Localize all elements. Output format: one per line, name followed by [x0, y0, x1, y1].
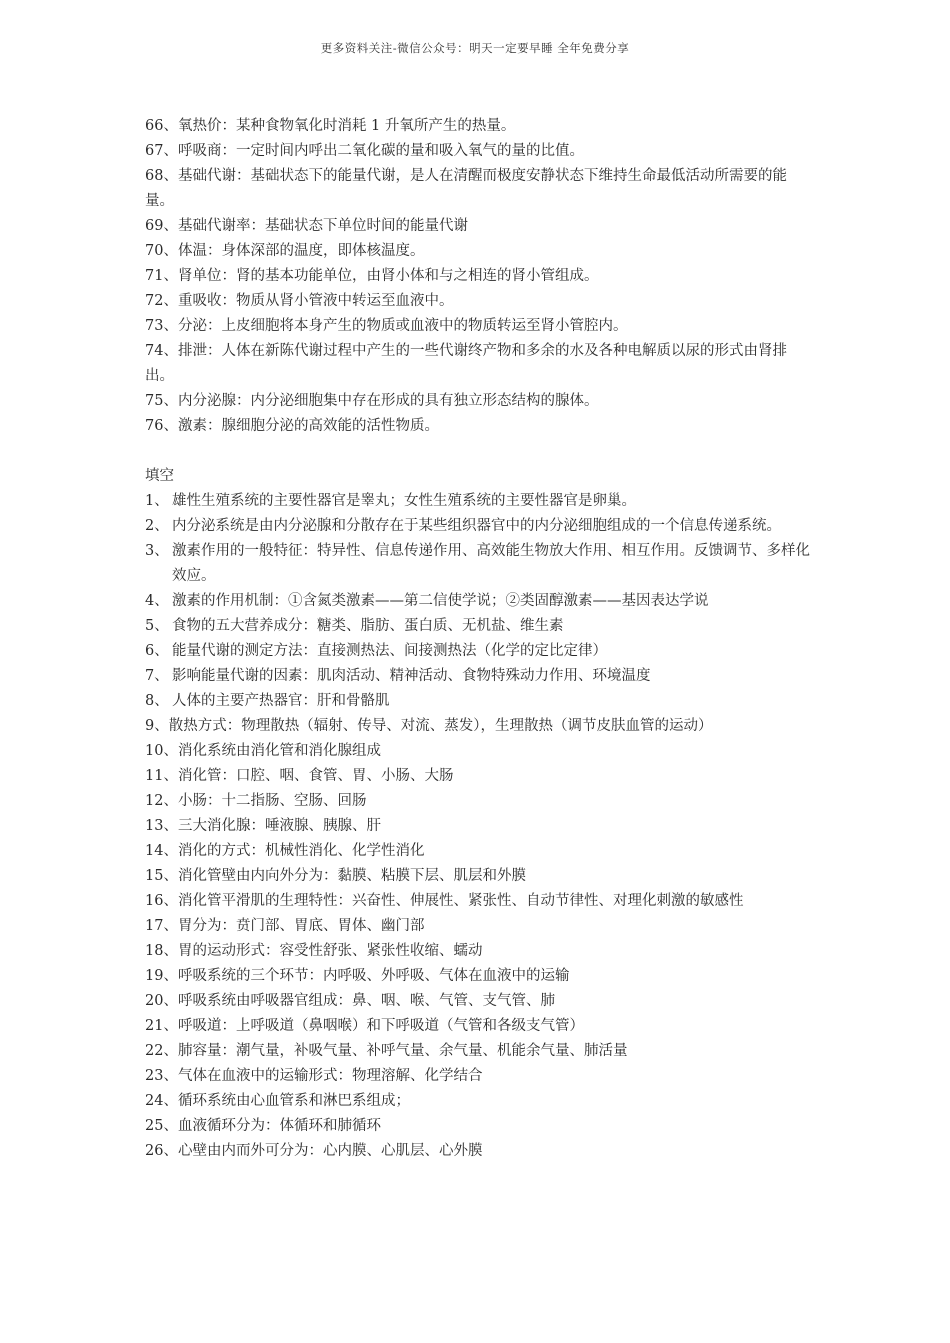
- page-header: 更多资料关注-微信公众号：明天一定要早睡 全年免费分享: [320, 41, 630, 55]
- list-item: 26、心壁由内而外可分为：心内膜、心肌层、心外膜: [145, 1143, 483, 1159]
- list-item: [145, 614, 810, 639]
- list-item: 22、肺容量：潮气量，补吸气量、补呼气量、余气量、机能余气量、肺活量: [145, 1043, 628, 1059]
- item-number: 3、: [145, 543, 169, 559]
- section-heading-fill: 填空: [145, 468, 174, 484]
- item-number: 7、: [145, 668, 169, 684]
- list-item: 18、胃的运动形式：容受性舒张、紧张性收缩、蠕动: [145, 943, 483, 959]
- list-item: 73、分泌：上皮细胞将本身产生的物质或血液中的物质转运至肾小管腔内。: [145, 318, 628, 334]
- item-text: 能量代谢的测定方法：直接测热法、间接测热法（化学的定比定律）: [172, 643, 607, 659]
- list-item: [145, 664, 810, 689]
- list-item: 9、散热方式：物理散热（辐射、传导、对流、蒸发），生理散热（调节皮肤血管的运动）: [145, 718, 713, 734]
- document-body: [145, 114, 810, 1164]
- list-item: 67、呼吸商：一定时间内呼出二氧化碳的量和吸入氧气的量的比值。: [145, 143, 584, 159]
- list-item: 12、小肠：十二指肠、空肠、回肠: [145, 793, 367, 809]
- list-item: 11、消化管：口腔、咽、食管、胃、小肠、大肠: [145, 768, 454, 784]
- list-item: 19、呼吸系统的三个环节：内呼吸、外呼吸、气体在血液中的运输: [145, 968, 570, 984]
- list-item: 25、血液循环分为：体循环和肺循环: [145, 1118, 381, 1134]
- list-item: 70、体温：身体深部的温度，即体核温度。: [145, 243, 425, 259]
- list-item: 16、消化管平滑肌的生理特性：兴奋性、伸展性、紧张性、自动节律性、对理化刺激的敏感性: [145, 893, 744, 909]
- item-text: 食物的五大营养成分：糖类、脂肪、蛋白质、无机盐、维生素: [172, 618, 564, 634]
- list-item: 75、内分泌腺：内分泌细胞集中存在形成的具有独立形态结构的腺体。: [145, 393, 599, 409]
- item-text: 内分泌系统是由内分泌腺和分散存在于某些组织器官中的内分泌细胞组成的一个信息传递系统。: [172, 518, 781, 534]
- item-number: 6、: [145, 643, 169, 659]
- list-item: [145, 539, 810, 589]
- list-item: 21、呼吸道：上呼吸道（鼻咽喉）和下呼吸道（气管和各级支气管）: [145, 1018, 584, 1034]
- list-item: 15、消化管壁由内向外分为：黏膜、粘膜下层、肌层和外膜: [145, 868, 526, 884]
- list-item: [145, 639, 810, 664]
- list-item: 17、胃分为：贲门部、胃底、胃体、幽门部: [145, 918, 425, 934]
- list-item: [145, 514, 810, 539]
- definitions-list: [145, 114, 810, 439]
- item-text: 激素作用的一般特征：特异性、信息传递作用、高效能生物放大作用、相互作用。反馈调节、多样化效应。: [172, 543, 810, 584]
- item-text: 雄性生殖系统的主要性器官是睾丸；女性生殖系统的主要性器官是卵巢。: [172, 493, 636, 509]
- list-item: 69、基础代谢率：基础状态下单位时间的能量代谢: [145, 218, 468, 234]
- list-item: 10、消化系统由消化管和消化腺组成: [145, 743, 381, 759]
- list-item: [145, 489, 810, 514]
- list-item: 14、消化的方式：机械性消化、化学性消化: [145, 843, 425, 859]
- list-item: 23、气体在血液中的运输形式：物理溶解、化学结合: [145, 1068, 483, 1084]
- item-number: 1、: [145, 493, 169, 509]
- list-item: 68、基础代谢：基础状态下的能量代谢，是人在清醒而极度安静状态下维持生命最低活动所需要的能量。: [145, 168, 787, 209]
- list-item: 20、呼吸系统由呼吸器官组成：鼻、咽、喉、气管、支气管、肺: [145, 993, 555, 1009]
- item-number: 5、: [145, 618, 169, 634]
- list-item: 74、排泄：人体在新陈代谢过程中产生的一些代谢终产物和多余的水及各种电解质以尿的形式由肾排出。: [145, 343, 787, 384]
- item-text: 影响能量代谢的因素：肌肉活动、精神活动、食物特殊动力作用、环境温度: [172, 668, 651, 684]
- item-number: 4、: [145, 593, 169, 609]
- item-number: 8、: [145, 693, 169, 709]
- item-number: 2、: [145, 518, 169, 534]
- item-text: 人体的主要产热器官：肝和骨骼肌: [172, 693, 390, 709]
- list-item: 72、重吸收：物质从肾小管液中转运至血液中。: [145, 293, 454, 309]
- item-text: 激素的作用机制：①含氮类激素——第二信使学说；②类固醇激素——基因表达学说: [172, 593, 709, 609]
- list-item: [145, 589, 810, 614]
- list-item: 76、激素：腺细胞分泌的高效能的活性物质。: [145, 418, 439, 434]
- list-item: 24、循环系统由心血管系和淋巴系组成；: [145, 1093, 410, 1109]
- fill-list: [145, 489, 810, 1164]
- list-item: 66、氧热价：某种食物氧化时消耗 1 升氧所产生的热量。: [145, 118, 516, 134]
- list-item: [145, 689, 810, 714]
- list-item: 71、肾单位：肾的基本功能单位，由肾小体和与之相连的肾小管组成。: [145, 268, 599, 284]
- list-item: 13、三大消化腺：唾液腺、胰腺、肝: [145, 818, 381, 834]
